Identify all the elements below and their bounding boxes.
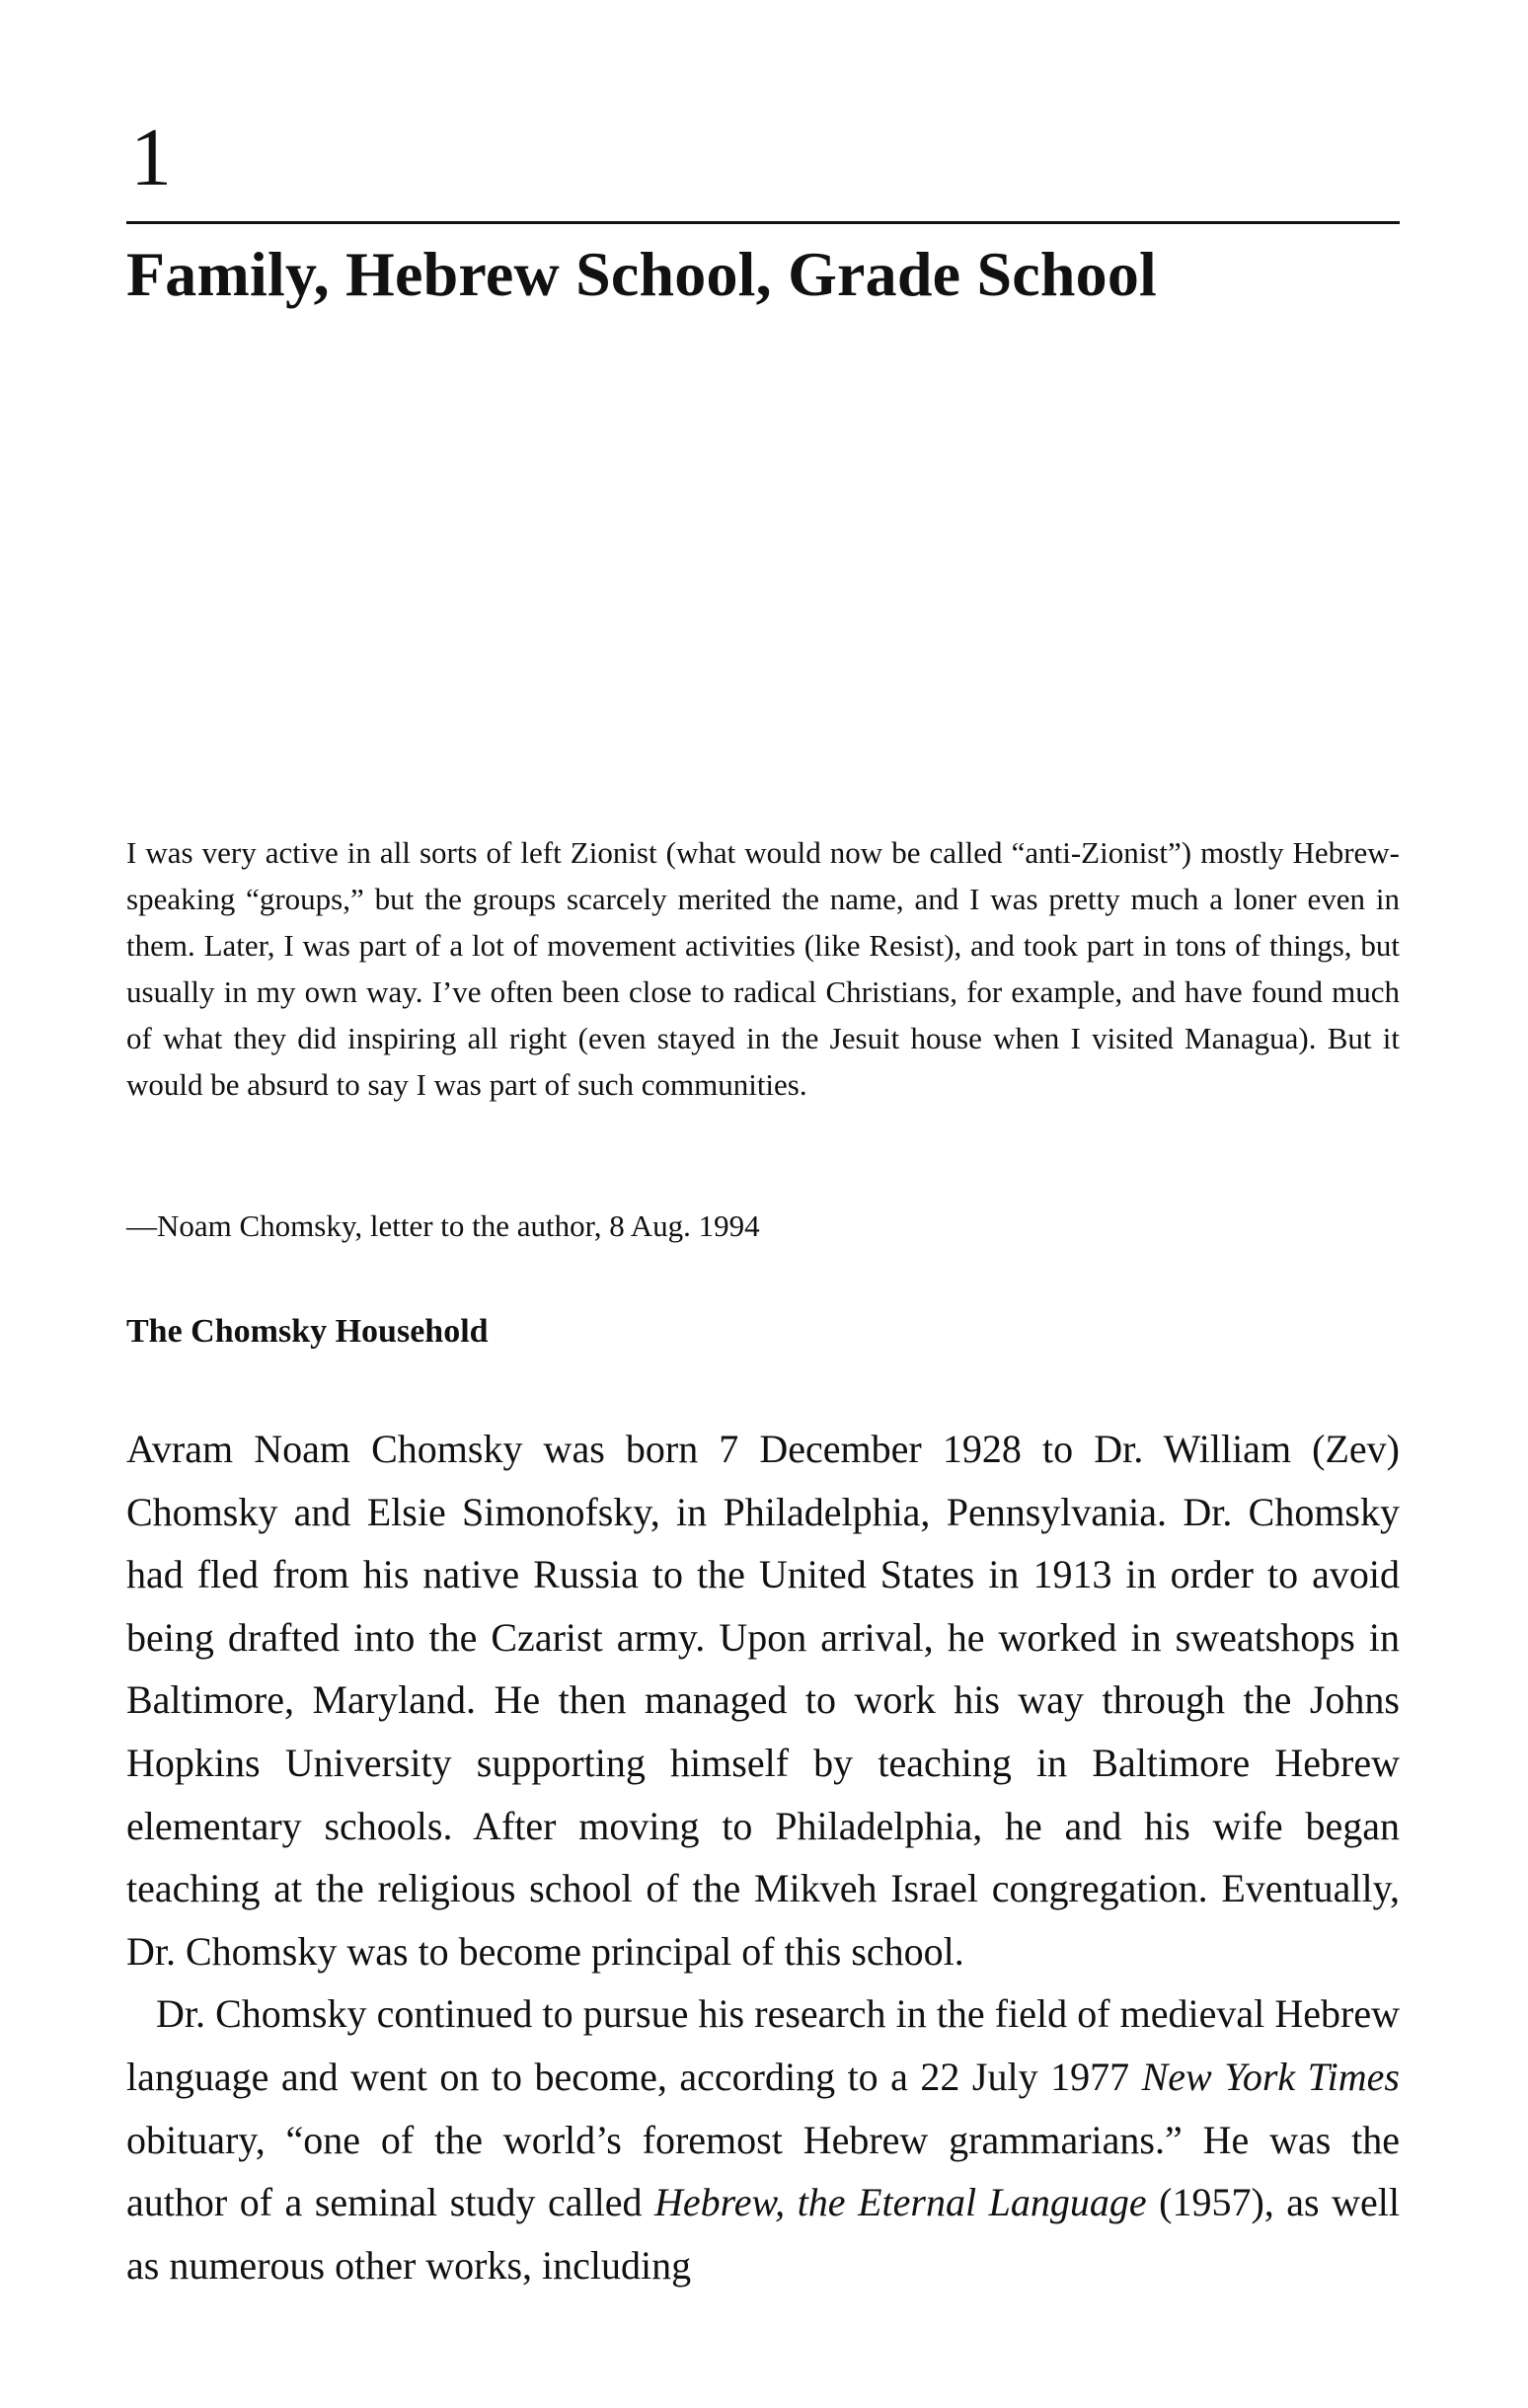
newspaper-title: New York Times	[1141, 2054, 1400, 2099]
epigraph-quote: I was very active in all sorts of left Zionist (what would now be called “anti-Zionist”) mostly Hebrew-speaking “groups,” but the groups scarcely merited the name, and I was pretty much a loner even in them. Later, I was part of a lot of movement activities (like Resist), and took part in tons of things, but usually in my own way. I’ve often been close to radical Christians, for example, and have found much of what they did inspiring all right (even stayed in the Jesuit house when I visited Managua). But it would be absurd to say I was part of such communities.	[126, 835, 1400, 1102]
paragraph-2-text-c: (1957), as well as numerous other works, including	[126, 2180, 1400, 2288]
paragraph-2-text-b: obituary, “one of the world’s foremost Hebrew grammarians.” He was the author of a seminal study called	[126, 2117, 1400, 2225]
chapter-title: Family, Hebrew School, Grade School	[126, 239, 1158, 309]
paragraph-2	[126, 1982, 1400, 2296]
book-page	[126, 112, 1400, 2288]
epigraph-attribution: —Noam Chomsky, letter to the author, 8 Aug. 1994	[126, 1208, 760, 1243]
paragraph-2-text-a: Dr. Chomsky continued to pursue his research in the field of medieval Hebrew language and went on to become, according to a 22 July 1977	[126, 1991, 1400, 2099]
section-heading: The Chomsky Household	[126, 1313, 489, 1350]
body-text	[126, 1418, 1400, 2296]
chapter-number: 1	[130, 112, 172, 203]
chapter-divider	[126, 221, 1400, 224]
paragraph-1: Avram Noam Chomsky was born 7 December 1928 to Dr. William (Zev) Chomsky and Elsie Simonofsky, in Philadelphia, Pennsylvania. Dr. Chomsky had fled from his native Russia to the United States in 1913 in order to avoid being drafted into the Czarist army. Upon arrival, he worked in sweatshops in Baltimore, Maryland. He then managed to work his way through the Johns Hopkins University supporting himself by teaching in Baltimore Hebrew elementary schools. After moving to Philadelphia, he and his wife began teaching at the religious school of the Mikveh Israel congregation. Eventually, Dr. Chomsky was to become principal of this school.	[126, 1427, 1400, 1974]
book-title: Hebrew, the Eternal Language	[653, 2180, 1147, 2225]
